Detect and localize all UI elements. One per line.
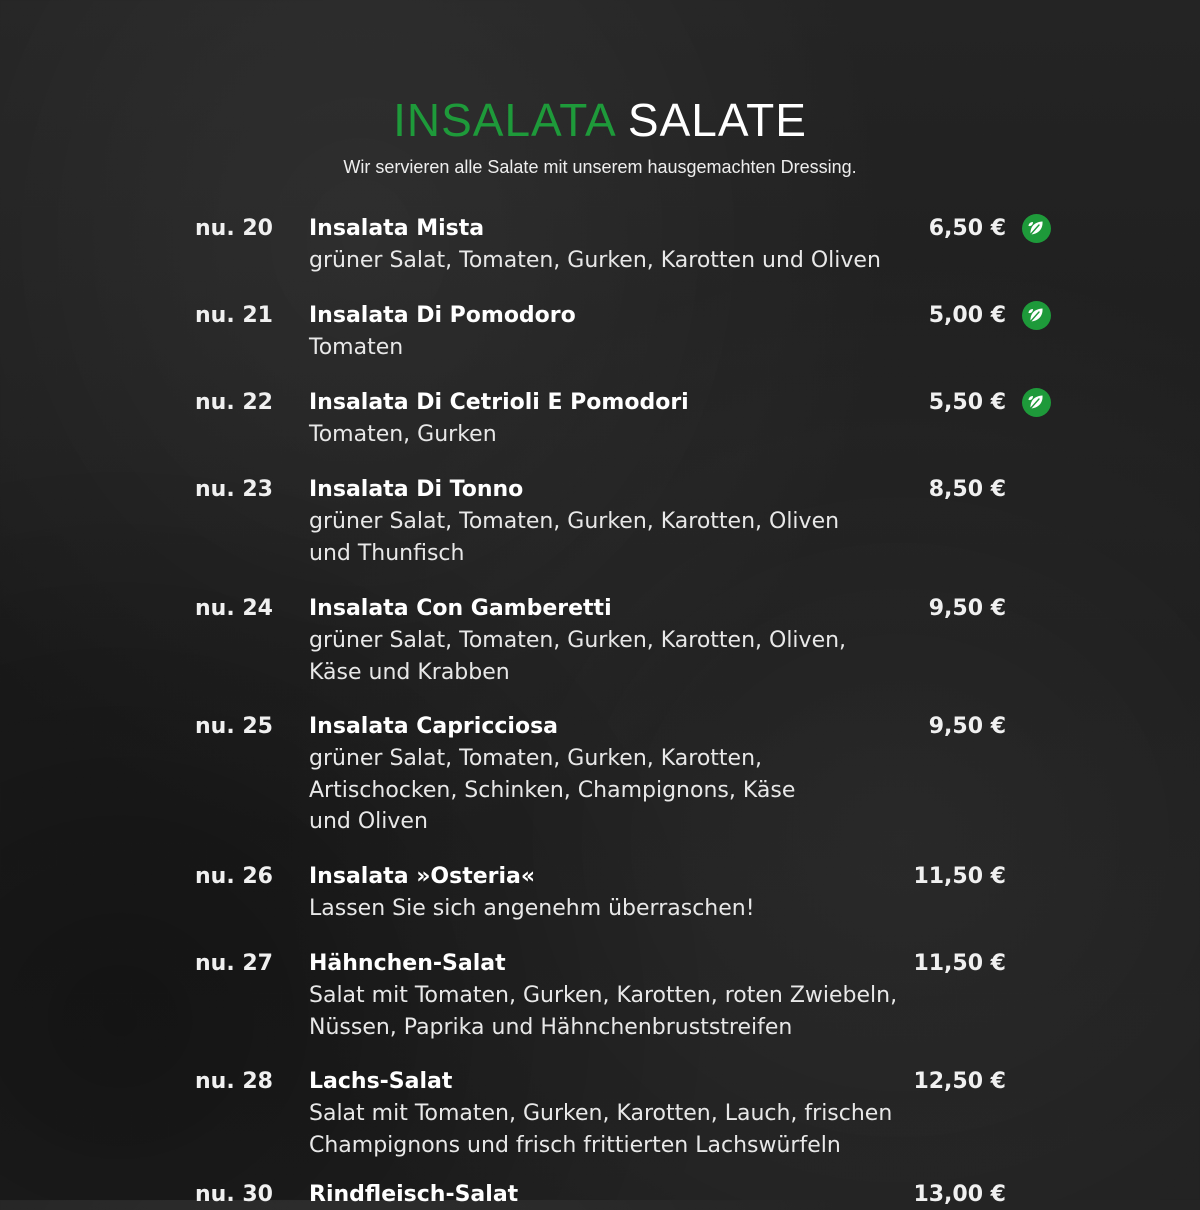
item-number: nu. 24 xyxy=(195,596,273,621)
item-number: nu. 27 xyxy=(195,951,273,976)
item-price: 13,00 € xyxy=(913,1182,1006,1207)
item-name: Lachs-Salat xyxy=(309,1069,453,1094)
leaf-icon xyxy=(1022,388,1051,417)
item-number: nu. 30 xyxy=(195,1182,273,1207)
page-subtitle: Wir servieren alle Salate mit unserem hausgemachten Dressing. xyxy=(343,157,857,177)
item-name: Rindfleisch-Salat xyxy=(309,1182,519,1207)
item-description: Lassen Sie sich angenehm überraschen! xyxy=(309,896,755,921)
title-green: INSALATA xyxy=(393,94,615,146)
item-name: Insalata Mista xyxy=(309,216,485,241)
item-price: 11,50 € xyxy=(913,951,1006,976)
item-name: Insalata Con Gamberetti xyxy=(309,596,612,621)
item-price: 5,00 € xyxy=(928,303,1006,328)
item-description: Salat mit Tomaten, Gurken, Karotten, Lauch, frischen Champignons und frisch frittierten Lachswürfeln xyxy=(309,1101,893,1158)
item-description: Salat mit Tomaten, Gurken, Karotten, roten Zwiebeln, Nüssen, Paprika und Hähnchenbruststreifen xyxy=(309,983,898,1040)
leaf-glyph xyxy=(1022,301,1051,330)
item-number: nu. 20 xyxy=(195,216,273,241)
page-title xyxy=(0,92,1200,148)
item-price: 5,50 € xyxy=(928,390,1006,415)
item-name: Insalata Di Pomodoro xyxy=(309,303,576,328)
item-description: grüner Salat, Tomaten, Gurken, Karotten, Artischocken, Schinken, Champignons, Käse und Oliven xyxy=(309,746,796,834)
item-price: 9,50 € xyxy=(928,714,1006,739)
leaf-icon xyxy=(1022,301,1051,330)
leaf-glyph xyxy=(1022,388,1051,417)
item-number: nu. 23 xyxy=(195,477,273,502)
item-name: Insalata Di Cetrioli E Pomodori xyxy=(309,390,689,415)
item-name: Hähnchen-Salat xyxy=(309,951,506,976)
title-white: SALATE xyxy=(627,94,807,146)
item-number: nu. 28 xyxy=(195,1069,273,1094)
item-description: grüner Salat, Tomaten, Gurken, Karotten, Oliven, Käse und Krabben xyxy=(309,628,847,685)
item-price: 6,50 € xyxy=(928,216,1006,241)
item-name: Insalata Capricciosa xyxy=(309,714,559,739)
item-number: nu. 22 xyxy=(195,390,273,415)
item-price: 11,50 € xyxy=(913,864,1006,889)
item-description: Tomaten xyxy=(309,335,404,360)
item-number: nu. 26 xyxy=(195,864,273,889)
item-price: 8,50 € xyxy=(928,477,1006,502)
item-description: grüner Salat, Tomaten, Gurken, Karotten, Oliven und Thunfisch xyxy=(309,509,840,566)
item-price: 12,50 € xyxy=(913,1069,1006,1094)
item-number: nu. 25 xyxy=(195,714,273,739)
item-description: grüner Salat, Tomaten, Gurken, Karotten und Oliven xyxy=(309,248,881,273)
item-price: 9,50 € xyxy=(928,596,1006,621)
item-name: Insalata Di Tonno xyxy=(309,477,524,502)
leaf-icon xyxy=(1022,214,1051,243)
item-number: nu. 21 xyxy=(195,303,273,328)
item-name: Insalata »Osteria« xyxy=(309,864,536,889)
item-description: Tomaten, Gurken xyxy=(309,422,497,447)
leaf-glyph xyxy=(1022,214,1051,243)
